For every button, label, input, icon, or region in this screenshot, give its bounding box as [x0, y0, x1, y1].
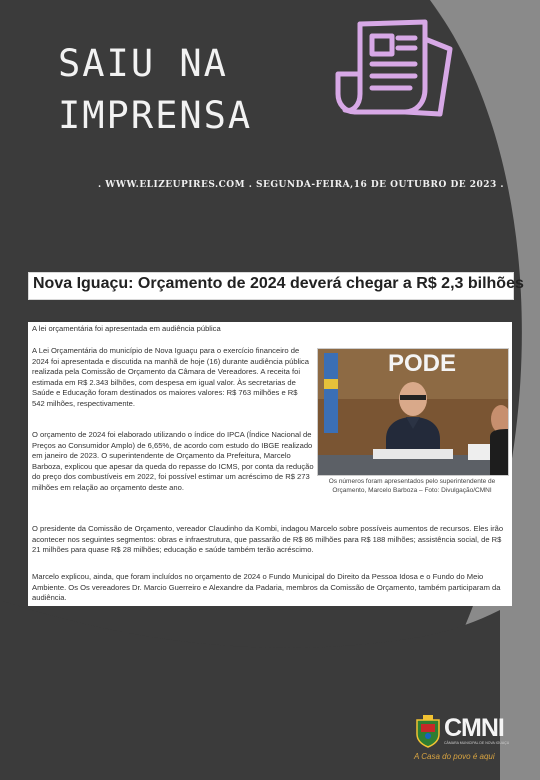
headline-box	[28, 272, 524, 300]
dateline: . WWW.ELIZEUPIRES.COM . SEGUNDA-FEIRA,16 DE OUTUBRO DE 2023 .	[98, 180, 505, 190]
coat-of-arms-icon	[414, 714, 442, 748]
photo-sign-text: PODE	[388, 350, 457, 377]
article-clipping	[28, 322, 512, 606]
article-paragraph: A Lei Orçamentária do município de Nova Iguaçu para o exercício financeiro de 2024 foi apresentada e discutida na manhã de hoje (16) durante audiência pública realizada pela Comissão de Orçamento da Câmara de Vereadores. A receita foi estimada em R$ 2.343 bilhões, com despesa em igual valor. Às secretarias de Saúde e Educação foram destinados os maiores valores: R$ 763 milhões e R$ 542 milhões, respectivamente.	[32, 346, 309, 408]
article-paragraph: O presidente da Comissão de Orçamento, vereador Claudinho da Kombi, indagou Marcelo sobre possíveis aumentos de recursos. Eles irão acontecer nos seguintes segmentos: obras e infraestrutura, que passarão de R$ 86 milhões para R$ 188 milhões; assistência social, de R$ 21 milhões para quase R$ 28 milhões; educação e saúde também terão acréscimo.	[32, 524, 504, 555]
cmni-logo	[412, 712, 522, 768]
newspaper-icon	[330, 14, 470, 124]
article-headline: Nova Iguaçu: Orçamento de 2024 deverá chegar a R$ 2,3 bilhões	[33, 275, 524, 292]
logo-slogan: A Casa do povo é aqui	[414, 752, 495, 761]
article-paragraph: O orçamento de 2024 foi elaborado utilizando o índice do IPCA (Índice Nacional de Preços ao Consumidor Amplo) de 6,65%, de acordo com estudo do IBGE realizado em janeiro de 2023. O superintendente de Orçamento da Prefeitura, Marcelo Barboza, explicou que apesar da queda do repasse do ICMS, por conta da redução do preço dos combustíveis em 2022, foi possível estimar um acréscimo de R$ 273 milhões em relação ao orçamento deste ano.	[32, 430, 314, 492]
logo-name: CMNI	[444, 714, 504, 742]
page-title	[58, 38, 252, 142]
logo-subtitle: CÂMARA MUNICIPAL DE NOVA IGUAÇU	[444, 741, 510, 745]
article-photo	[317, 348, 509, 476]
article-paragraph: Marcelo explicou, ainda, que foram incluídos no orçamento de 2024 o Fundo Municipal do Direito da Pessoa Idosa e o Fundo do Meio Ambiente. Os Os vereadores Dr. Marcio Guerreiro e Alexandre da Padaria, membros da Comissão de Orçamento, também participaram da audiência.	[32, 572, 501, 603]
title-line-2: IMPRENSA	[58, 94, 253, 137]
title-line-1: SAIU NA	[58, 42, 228, 85]
photo-caption: Os números foram apresentados pelo superintendente de Orçamento, Marcelo Barboza – Foto: Divulgação/CMNI	[328, 478, 496, 494]
article-lead: A lei orçamentária foi apresentada em audiência pública	[32, 324, 221, 333]
